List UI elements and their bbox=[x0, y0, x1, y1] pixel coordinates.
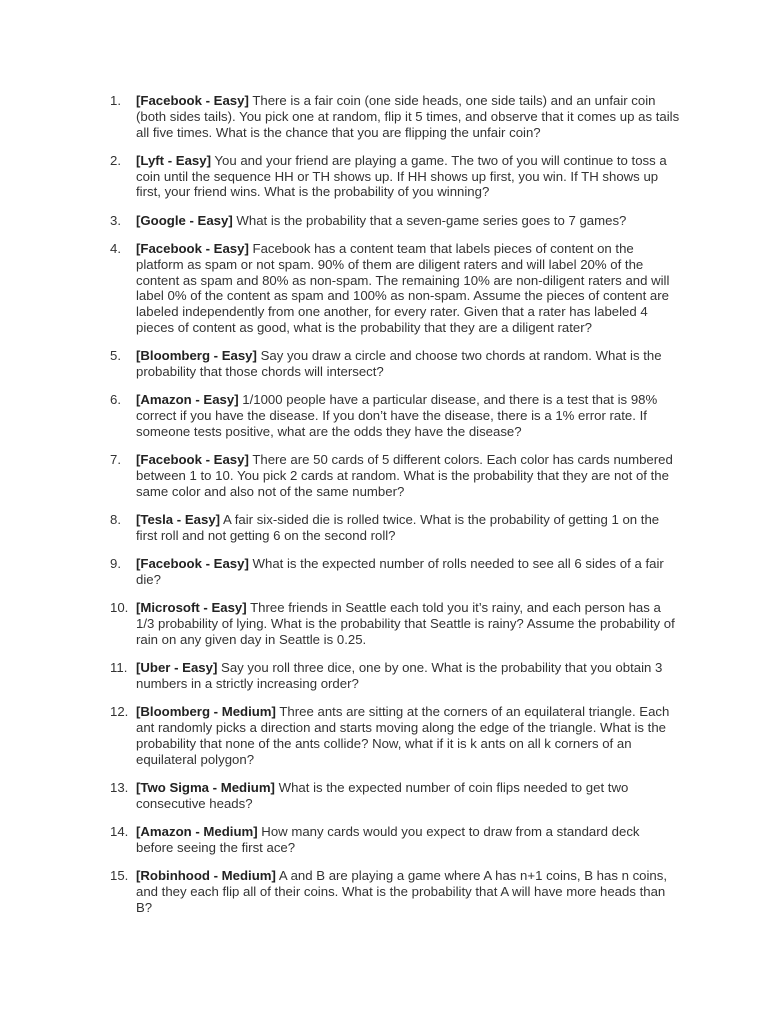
question-text: Say you draw a circle and choose two chords at random. What is the probability that those chords will intersect? bbox=[136, 348, 662, 380]
question-text: Say you roll three dice, one by one. What is the probability that you obtain 3 numbers in a strictly increasing order? bbox=[136, 660, 663, 692]
question-item bbox=[0, 660, 768, 692]
question-tag: [Amazon - Easy] bbox=[136, 392, 239, 408]
question-number: 11. bbox=[110, 660, 128, 676]
question-text: How many cards would you expect to draw from a standard deck before seeing the first ace? bbox=[136, 824, 640, 855]
question-number: 7. bbox=[110, 452, 121, 468]
question-tag: [Bloomberg - Easy] bbox=[136, 348, 257, 364]
question-tag: [Two Sigma - Medium] bbox=[136, 780, 275, 796]
question-item bbox=[0, 868, 768, 915]
question-number: 10. bbox=[110, 600, 129, 616]
question-number: 12. bbox=[110, 704, 129, 720]
question-tag: [Uber - Easy] bbox=[136, 660, 218, 676]
question-number: 8. bbox=[110, 512, 121, 528]
question-text: What is the expected number of coin flips needed to get two consecutive heads? bbox=[136, 780, 629, 811]
question-text: Three ants are sitting at the corners of an equilateral triangle. Each ant randomly picks a direction and starts moving along the edge of the triangle. What is the probability that none of the ants collide? Now, what if it is k ants on all k corners of an equilateral polygon? bbox=[136, 704, 670, 767]
question-tag: [Facebook - Easy] bbox=[136, 452, 249, 468]
question-item bbox=[0, 241, 768, 336]
question-tag: [Facebook - Easy] bbox=[136, 556, 249, 572]
question-number: 9. bbox=[110, 556, 121, 572]
question-text: What is the expected number of rolls needed to see all 6 sides of a fair die? bbox=[136, 556, 664, 588]
question-text: There is a fair coin (one side heads, one side tails) and an unfair coin (both sides tails). You pick one at random, flip it 5 times, and observe that it comes up as tails all five times. What is the chance that you are flipping the unfair coin? bbox=[136, 93, 680, 140]
question-text: A and B are playing a game where A has n+1 coins, B has n coins, and they each flip all of their coins. What is the probability that A will have more heads than B? bbox=[136, 868, 668, 915]
question-tag: [Robinhood - Medium] bbox=[136, 868, 276, 884]
question-item bbox=[0, 392, 768, 439]
question-text: 1/1000 people have a particular disease, and there is a test that is 98% correct if you have the disease. If you don’t have the disease, there is a 1% error rate. If someone tests positive, what are the odds they have the disease? bbox=[136, 392, 658, 440]
question-number: 6. bbox=[110, 392, 121, 408]
question-item bbox=[0, 153, 768, 200]
question-tag: [Facebook - Easy] bbox=[136, 241, 249, 257]
question-number: 15. bbox=[110, 868, 129, 884]
question-item bbox=[0, 348, 768, 380]
question-tag: [Tesla - Easy] bbox=[136, 512, 221, 528]
question-item bbox=[0, 780, 768, 812]
question-list bbox=[0, 93, 768, 928]
question-text: A fair six-sided die is rolled twice. What is the probability of getting 1 on the first roll and not getting 6 on the second roll? bbox=[136, 512, 660, 544]
question-number: 5. bbox=[110, 348, 121, 364]
question-item bbox=[0, 556, 768, 588]
question-text: There are 50 cards of 5 different colors. Each color has cards numbered between 1 to 10. You pick 2 cards at random. What is the probability that they are not of the same color and also not of the same number? bbox=[136, 452, 673, 499]
question-item bbox=[0, 824, 768, 856]
question-item bbox=[0, 452, 768, 499]
question-tag: [Microsoft - Easy] bbox=[136, 600, 247, 616]
question-item bbox=[0, 93, 768, 140]
question-tag: [Lyft - Easy] bbox=[136, 152, 211, 168]
question-tag: [Facebook - Easy] bbox=[136, 93, 249, 108]
question-text: Facebook has a content team that labels pieces of content on the platform as spam or not spam. 90% of them are diligent raters and will label 20% of the content as spam and 80% as non-spam. The remaining 10% are non-diligent raters and will label 0% of the content as spam and 100% as non-spam. Assume the pieces of content are labeled independently from one another, for every rater. Given that a rater has labeled 4 pieces of content as good, what is the probability that they are a diligent rater? bbox=[136, 241, 670, 336]
question-number: 4. bbox=[110, 241, 121, 257]
question-text: You and your friend are playing a game. The two of you will continue to toss a coin until the sequence HH or TH shows up. If HH shows up first, you win. If TH shows up first, your friend wins. What is the probability of you winning? bbox=[136, 152, 667, 200]
question-number: 14. bbox=[110, 824, 129, 840]
question-item bbox=[0, 213, 768, 229]
question-tag: [Amazon - Medium] bbox=[136, 824, 258, 840]
question-item bbox=[0, 512, 768, 544]
question-number: 3. bbox=[110, 212, 121, 228]
question-item bbox=[0, 600, 768, 647]
question-number: 13. bbox=[110, 780, 129, 796]
question-item bbox=[0, 704, 768, 767]
question-text: Three friends in Seattle each told you it’s rainy, and each person has a 1/3 probability of lying. What is the probability that Seattle is rainy? Assume the probability of rain on any given day in Seattle is 0.25. bbox=[136, 600, 675, 648]
question-number: 1. bbox=[110, 93, 121, 108]
question-number: 2. bbox=[110, 152, 121, 168]
question-text: What is the probability that a seven-game series goes to 7 games? bbox=[236, 212, 627, 228]
question-tag: [Bloomberg - Medium] bbox=[136, 704, 276, 720]
question-tag: [Google - Easy] bbox=[136, 212, 233, 228]
